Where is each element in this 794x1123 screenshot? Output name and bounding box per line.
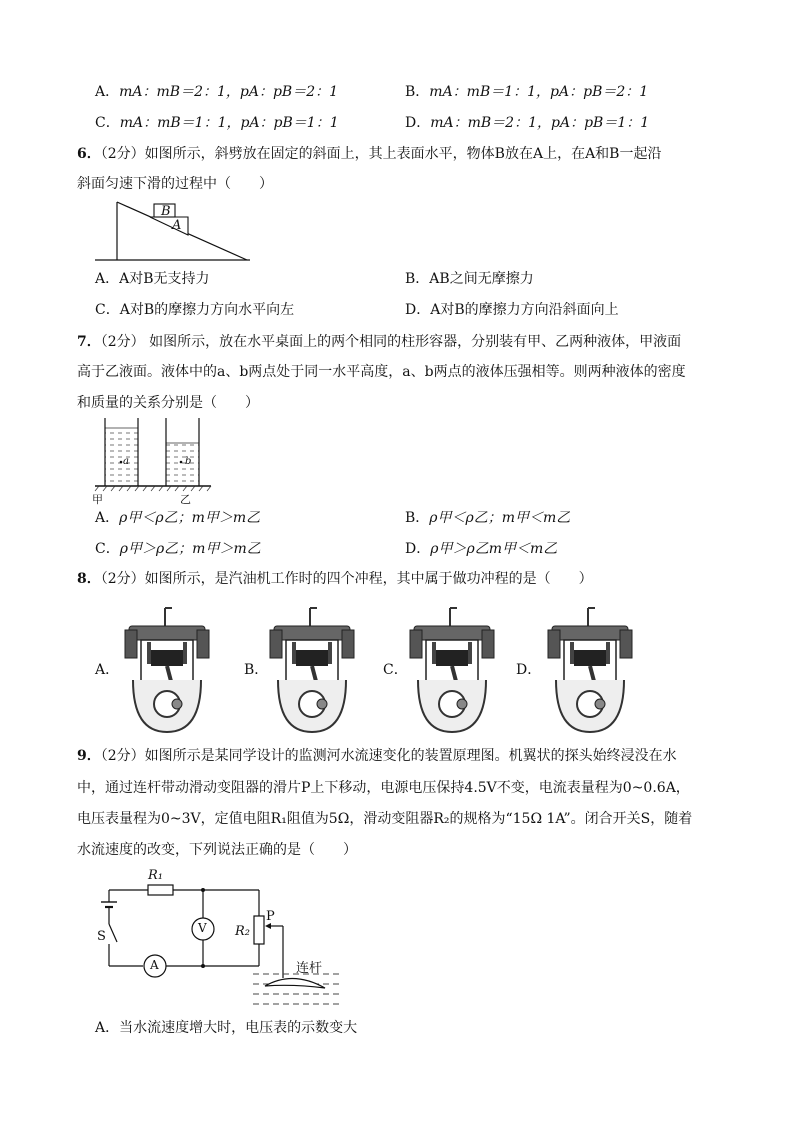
q7-point-a: a	[123, 456, 129, 467]
engine-stroke-b	[270, 606, 354, 734]
q6-option-b: B．AB之间无摩擦力	[405, 271, 534, 287]
q7-option-d: D．ρ甲＞ρ乙m甲＜m乙	[405, 541, 558, 557]
q6-label-b: B	[161, 204, 171, 219]
q7-label-yi: 乙	[180, 493, 191, 506]
q9-circuit-diagram	[93, 868, 353, 1018]
q9-stem-line1: 9．（2分）如图所示是某同学设计的监测河水流速变化的装置原理图。机翼状的探头始终浸没在水	[77, 748, 677, 764]
q9-label-r2: R₂	[235, 924, 250, 939]
q9-stem-line4: 水流速度的改变，下列说法正确的是（ ）	[77, 842, 357, 858]
q8-label-b: B．	[244, 662, 269, 678]
q9-rod-label: 连杆	[296, 961, 323, 976]
q7-label-jia: 甲	[92, 493, 103, 506]
q8-label-c: C．	[383, 662, 408, 678]
q8-label-d: D．	[516, 662, 542, 678]
q6-stem-line1: 6．（2分）如图所示，斜劈放在固定的斜面上，其上表面水平，物体B放在A上，在A和B一起沿	[77, 146, 662, 162]
q7-option-a: A．ρ甲＜ρ乙；m甲＞m乙	[95, 510, 261, 526]
q7-stem-line2: 高于乙液面。液体中的a、b两点处于同一水平高度，a、b两点的液体压强相等。则两种液体的密度	[77, 364, 686, 380]
q7-stem-line3: 和质量的关系分别是（ ）	[77, 395, 259, 411]
q9-stem-line2: 中，通过连杆带动滑动变阻器的滑片P上下移动，电源电压保持4.5V不变，电流表量程为0~0.6A，	[77, 780, 690, 796]
q9-stem-line3: 电压表量程为0~3V，定值电阻R₁阻值为5Ω，滑动变阻器R₂的规格为“15Ω 1A”。闭合开关S，随着	[77, 811, 693, 827]
q6-label-a: A	[172, 218, 182, 233]
q7-option-c: C．ρ甲＞ρ乙；m甲＞m乙	[95, 541, 261, 557]
q9-label-p: P	[266, 909, 275, 924]
q7-containers-figure	[93, 418, 218, 494]
q6-option-c: C．A对B的摩擦力方向水平向左	[95, 302, 295, 318]
q8-label-a: A．	[95, 662, 120, 678]
q6-option-a: A．A对B无支持力	[95, 271, 210, 287]
q7-option-b: B．ρ甲＜ρ乙；m甲＜m乙	[405, 510, 571, 526]
engine-stroke-c	[410, 606, 494, 734]
q5-option-c: C．mA：mB＝1：1，pA：pB＝1：1	[95, 115, 339, 131]
q8-stem: 8．（2分）如图所示，是汽油机工作时的四个冲程，其中属于做功冲程的是（ ）	[77, 571, 593, 587]
q6-stem-line2: 斜面匀速下滑的过程中（ ）	[77, 176, 273, 192]
q5-option-d: D．mA：mB＝2：1，pA：pB＝1：1	[405, 115, 650, 131]
q9-switch-label: S	[97, 929, 106, 944]
engine-stroke-a	[125, 606, 209, 734]
q9-label-r1: R₁	[148, 868, 163, 883]
q6-option-d: D．A对B的摩擦力方向沿斜面向上	[405, 302, 619, 318]
engine-stroke-d	[548, 606, 632, 734]
q9-ammeter-label: A	[150, 958, 159, 972]
q9-option-a: A．当水流速度增大时，电压表的示数变大	[95, 1020, 358, 1036]
q9-voltmeter-label: V	[198, 921, 207, 935]
q5-option-a: A．mA：mB＝2：1，pA：pB＝2：1	[95, 84, 339, 100]
q5-option-b: B．mA：mB＝1：1，pA：pB＝2：1	[405, 84, 649, 100]
q7-stem-line1: 7．（2分） 如图所示，放在水平桌面上的两个相同的柱形容器，分别装有甲、乙两种液体，甲液面	[77, 334, 682, 350]
q7-point-b: b	[185, 456, 192, 467]
